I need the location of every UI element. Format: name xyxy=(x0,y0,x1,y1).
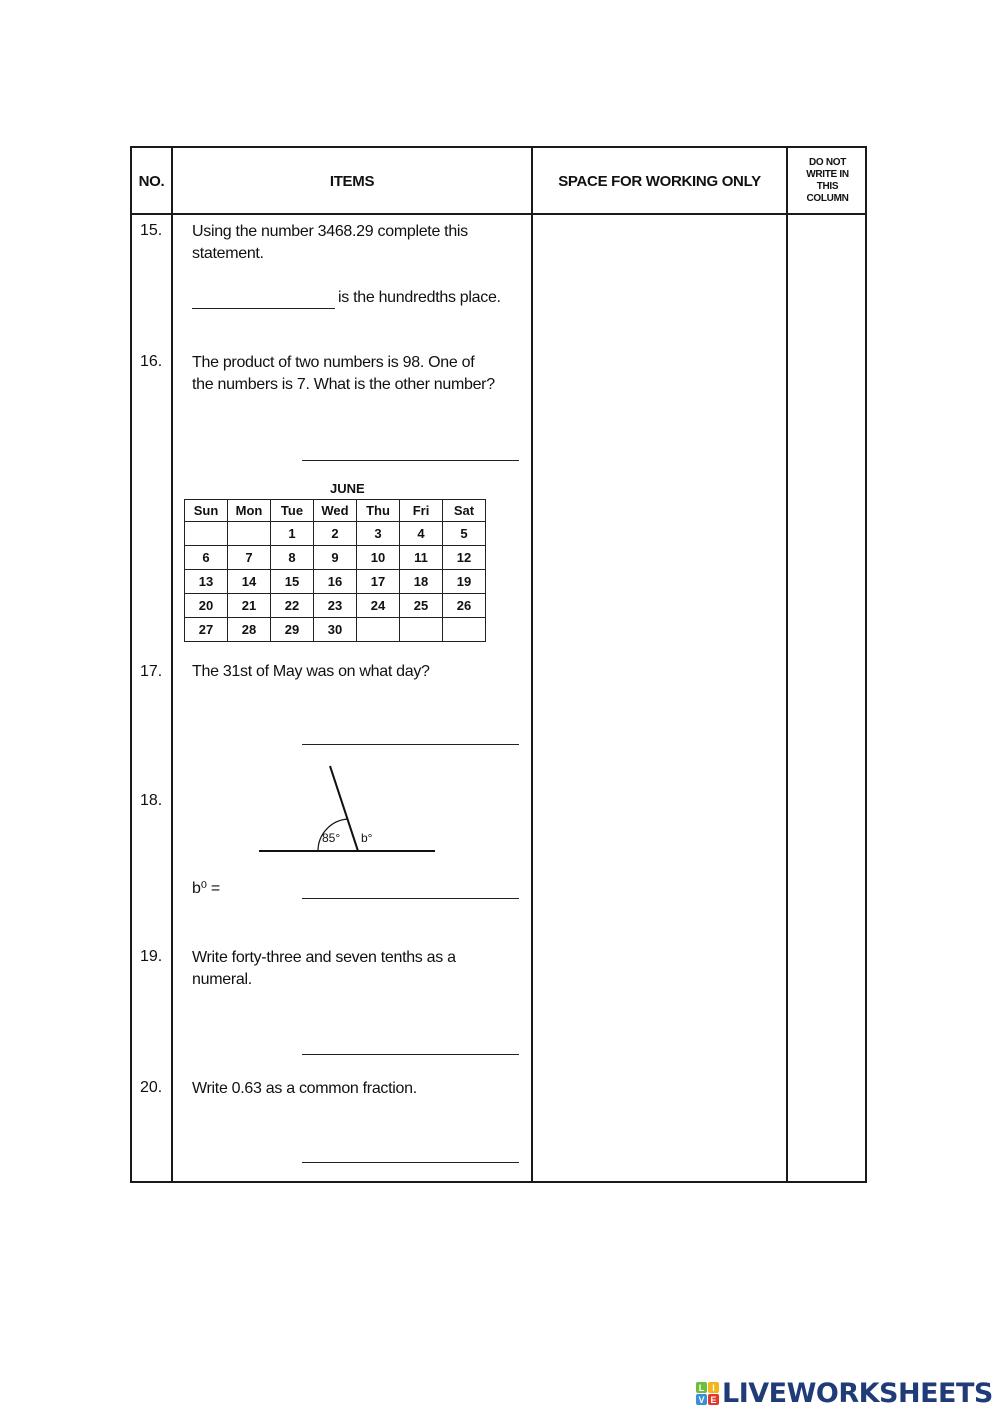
header-no: NO. xyxy=(138,172,165,190)
calendar-cell: 13 xyxy=(185,570,228,594)
day-header: Sat xyxy=(443,500,486,522)
day-header: Wed xyxy=(314,500,357,522)
question-number: 18. xyxy=(140,792,163,809)
calendar-cell: 11 xyxy=(400,546,443,570)
question-number: 16. xyxy=(140,353,163,370)
answer-line[interactable] xyxy=(192,308,335,309)
calendar-cell: 2 xyxy=(314,522,357,546)
calendar-cell: 12 xyxy=(443,546,486,570)
calendar-cell: 21 xyxy=(228,594,271,618)
logo-tile: I xyxy=(708,1382,719,1393)
calendar-cell: 20 xyxy=(185,594,228,618)
brand-text: LIVEWORKSHEETS xyxy=(722,1378,993,1409)
answer-line[interactable] xyxy=(302,460,519,461)
calendar-cell: 8 xyxy=(271,546,314,570)
question-text: The 31st of May was on what day? xyxy=(192,663,430,680)
liveworksheets-logo xyxy=(696,1378,993,1409)
question-number: 20. xyxy=(140,1079,163,1096)
calendar-cell: 9 xyxy=(314,546,357,570)
header-items: ITEMS xyxy=(329,172,375,190)
angle-b-label: b° xyxy=(361,831,373,845)
calendar-cell: 27 xyxy=(185,618,228,642)
calendar-cell: 25 xyxy=(400,594,443,618)
angle-85-label: 85° xyxy=(322,831,341,845)
worksheet-table xyxy=(130,146,867,1183)
calendar-cell: 17 xyxy=(357,570,400,594)
live-logo-icon xyxy=(696,1382,719,1405)
answer-line[interactable] xyxy=(302,744,519,745)
calendar-cell: 26 xyxy=(443,594,486,618)
logo-tile: V xyxy=(696,1394,707,1405)
cropped-footer xyxy=(130,1186,867,1192)
calendar-cell: 22 xyxy=(271,594,314,618)
calendar-cell: 23 xyxy=(314,594,357,618)
june-calendar xyxy=(184,499,486,642)
calendar-header-row xyxy=(185,500,486,522)
calendar-cell: 15 xyxy=(271,570,314,594)
logo-tile: E xyxy=(708,1394,719,1405)
calendar-cell xyxy=(400,618,443,642)
day-header: Sun xyxy=(185,500,228,522)
calendar-cell xyxy=(185,522,228,546)
day-header: Thu xyxy=(357,500,400,522)
calendar-cell: 14 xyxy=(228,570,271,594)
calendar-week-row xyxy=(185,594,486,618)
calendar-cell: 18 xyxy=(400,570,443,594)
calendar-cell: 6 xyxy=(185,546,228,570)
calendar-week-row xyxy=(185,570,486,594)
header-do-not-write: DO NOT WRITE IN THIS COLUMN xyxy=(806,157,849,204)
day-header: Tue xyxy=(271,500,314,522)
divider-working-column xyxy=(786,148,788,1181)
divider-no-column xyxy=(171,148,173,1181)
calendar-week-row xyxy=(185,618,486,642)
answer-suffix: is the hundredths place. xyxy=(338,289,501,306)
angle-diagram xyxy=(252,758,452,858)
answer-line[interactable] xyxy=(302,1054,519,1055)
logo-tile: L xyxy=(696,1382,707,1393)
answer-line[interactable] xyxy=(302,898,519,899)
question-text: The product of two numbers is 98. One of the numbers is 7. What is the other number? xyxy=(192,354,495,393)
calendar-cell: 3 xyxy=(357,522,400,546)
header-working: SPACE FOR WORKING ONLY xyxy=(558,172,761,190)
calendar-cell xyxy=(357,618,400,642)
calendar-cell xyxy=(228,522,271,546)
calendar-week-row xyxy=(185,546,486,570)
day-header: Mon xyxy=(228,500,271,522)
calendar-cell: 4 xyxy=(400,522,443,546)
calendar-cell xyxy=(443,618,486,642)
calendar-title: JUNE xyxy=(330,481,365,496)
question-text: Write forty-three and seven tenths as a numeral. xyxy=(192,949,456,988)
question-number: 17. xyxy=(140,663,163,680)
calendar-cell: 10 xyxy=(357,546,400,570)
calendar-cell: 7 xyxy=(228,546,271,570)
question-number: 19. xyxy=(140,948,163,965)
answer-prefix: b⁰ = xyxy=(192,880,220,897)
answer-line[interactable] xyxy=(302,1162,519,1163)
calendar-cell: 5 xyxy=(443,522,486,546)
question-number: 15. xyxy=(140,222,163,239)
calendar-cell: 28 xyxy=(228,618,271,642)
calendar-cell: 24 xyxy=(357,594,400,618)
calendar-cell: 29 xyxy=(271,618,314,642)
calendar-cell: 1 xyxy=(271,522,314,546)
divider-items-column xyxy=(531,148,533,1181)
question-text: Using the number 3468.29 complete this statement. xyxy=(192,223,468,262)
calendar-cell: 16 xyxy=(314,570,357,594)
calendar-week-row xyxy=(185,522,486,546)
calendar-cell: 19 xyxy=(443,570,486,594)
calendar-cell: 30 xyxy=(314,618,357,642)
question-text: Write 0.63 as a common fraction. xyxy=(192,1080,417,1097)
day-header: Fri xyxy=(400,500,443,522)
